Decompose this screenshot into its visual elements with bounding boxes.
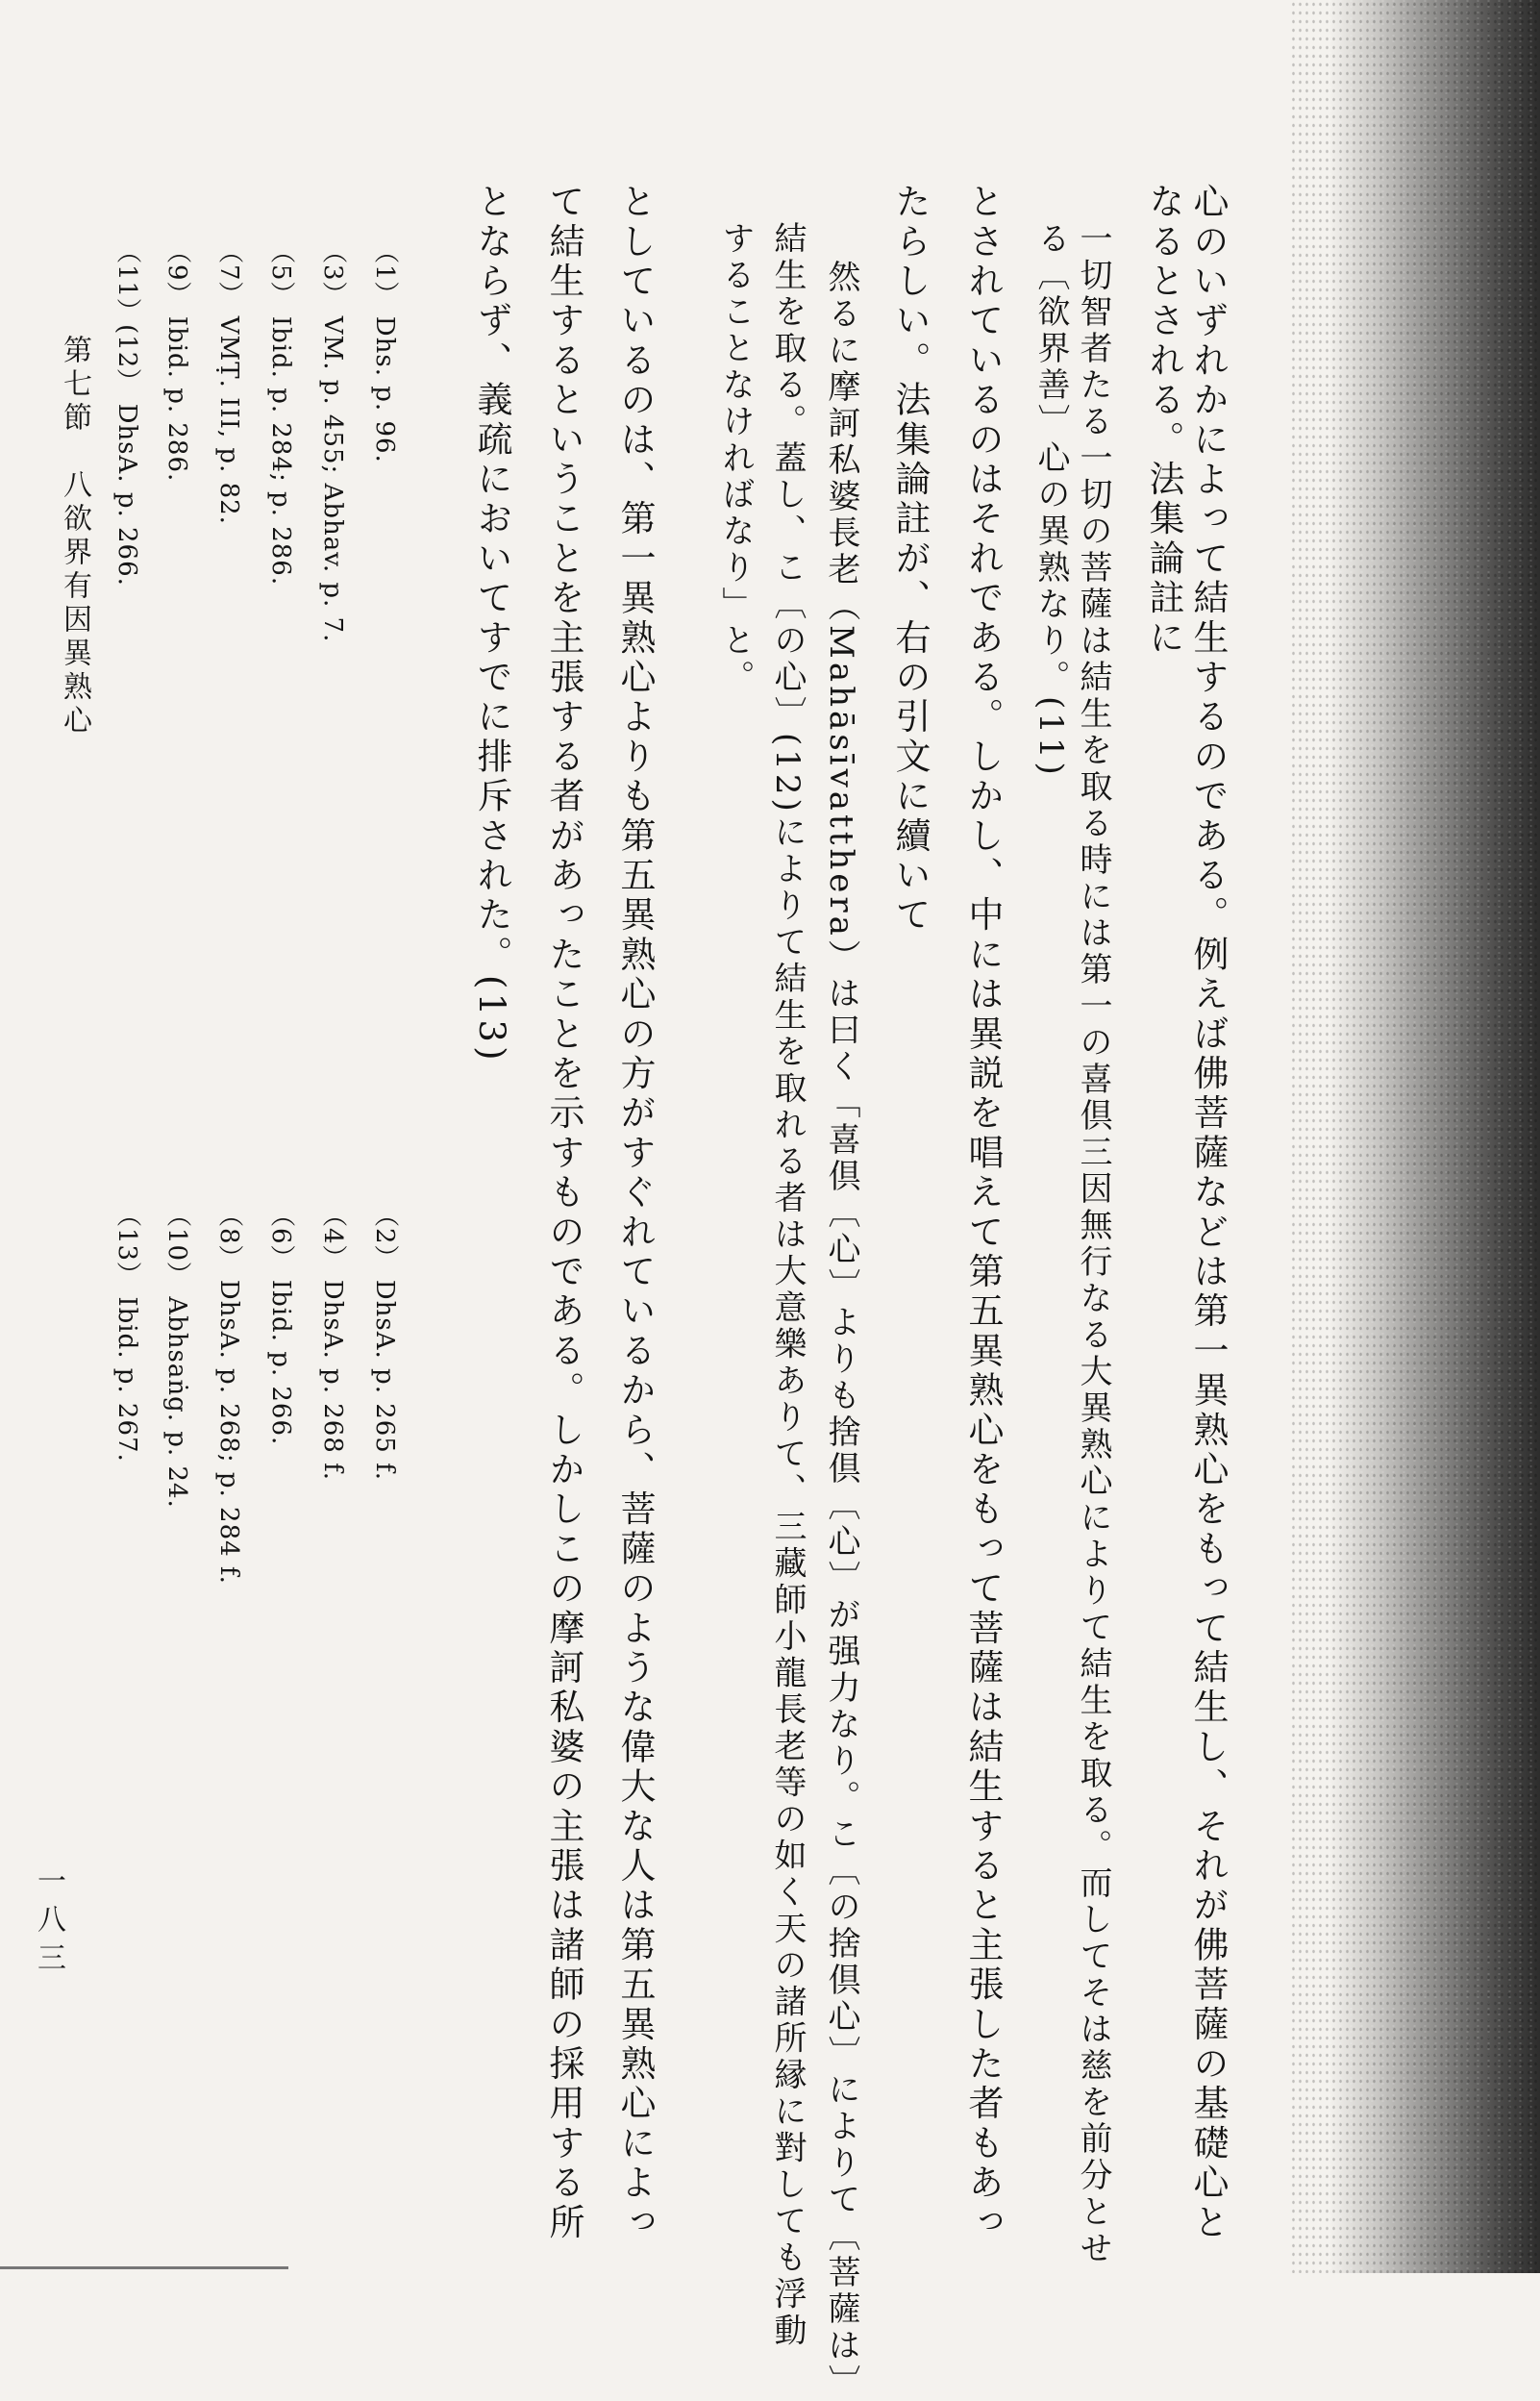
footnote-1: （1） Dhs. p. 96. — [370, 238, 399, 463]
scan-edge-noise — [1290, 0, 1540, 2273]
body-line-1: 心のいずれかによって結生するのである。例えば佛菩薩などは第一異熟心をもって結生し、それが佛菩薩の基礎心と — [1187, 183, 1229, 2243]
body-line-4: たらしい。法集論註が、右の引文に續いて — [889, 183, 931, 936]
footnote-11-12: （11）(12） DhsA. p. 266. — [112, 238, 141, 587]
footnote-9: （9） Ibid. p. 286. — [162, 238, 191, 483]
footnote-6: （6） Ibid. p. 266. — [266, 1202, 295, 1446]
body-line-5: としているのは、第一異熟心よりも第五異熟心の方がすぐれているから、菩薩のような偉大な人は第五異熟心によっ — [614, 183, 656, 2243]
footnote-13: （13） Ibid. p. 267. — [112, 1202, 141, 1463]
quote-line-2: る〔欲界善〕心の異熟なり。(11) — [1031, 221, 1070, 779]
quote-line-5: することなければなり」と。 — [716, 221, 755, 696]
body-line-6: て結生するということを主張する者があったことを示すものである。しかしこの摩訶私婆の主張は諸師の採用する所 — [543, 183, 584, 2243]
footnote-2: （2） DhsA. p. 265 f. — [370, 1202, 399, 1482]
scan-bottom-line — [0, 2266, 288, 2269]
running-head: 第七節 八欲界有因異熟心 — [58, 335, 91, 738]
body-line-2: なるとされる。法集論註に — [1143, 183, 1184, 659]
page-number: 一八三 — [32, 1865, 65, 1981]
footnote-5: （5） Ibid. p. 284; p. 286. — [266, 238, 295, 587]
footnote-8: （8） DhsA. p. 268; p. 284 f. — [214, 1202, 243, 1585]
quote-line-4: 結生を取る。蓋し、こ〔の心〕(12)によりて結生を取れる者は大意樂ありて、三藏師小龍長老等の如く天の諸所縁に對しても浮動 — [768, 221, 807, 2350]
footnote-7: （7） VMṬ. III, p. 82. — [214, 238, 243, 525]
footnote-3: （3） VM. p. 455; Abhav. p. 7. — [318, 238, 347, 643]
body-line-7: とならず、義疏においてすでに排斥された。(13) — [471, 183, 512, 1064]
body-line-3: とされているのはそれである。しかし、中には異説を唱えて第五異熟心をもって菩薩は結生すると主張した者もあっ — [962, 183, 1004, 2243]
footnote-4: （4） DhsA. p. 268 f. — [318, 1202, 347, 1482]
quote-line-3: 然るに摩訶私婆長老（Mahāsīvatthera）は曰く「喜倶〔心〕よりも捨倶〔心〕が强力なり。こ〔の捨倶心〕によりて〔菩薩は〕 — [822, 260, 860, 2401]
quote-line-1: 一切智者たる一切の菩薩は結生を取る時には第一の喜倶三因無行なる大異熟心によりて結生を取る。而してそは慈を前分とせ — [1074, 221, 1112, 2267]
footnote-10: （10） Abhsaṅg. p. 24. — [162, 1202, 191, 1509]
